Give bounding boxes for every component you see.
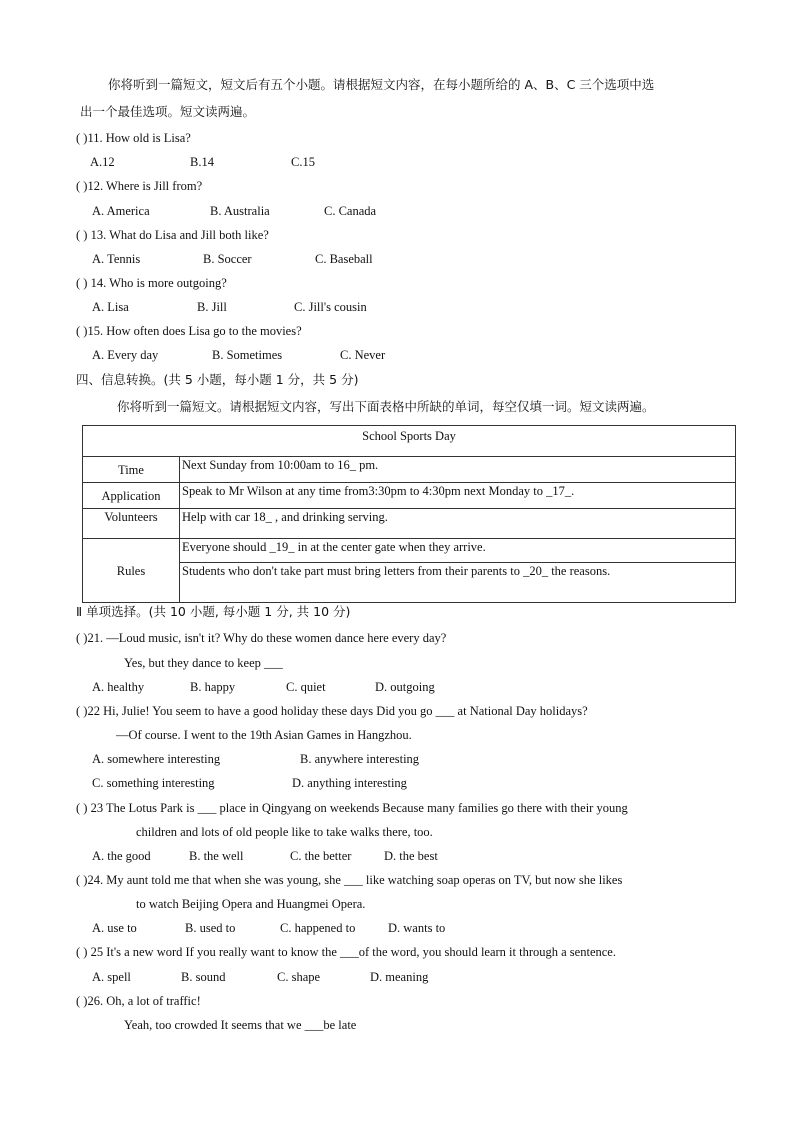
question-stem: ( )26. Oh, a lot of traffic! xyxy=(76,994,201,1008)
section-instruction: 你将听到一篇短文。请根据短文内容，写出下面表格中所缺的单词，每空仅填一词。短文读两遍。 xyxy=(117,399,655,414)
table-row-content: Next Sunday from 10:00am to 16_ pm. xyxy=(180,457,736,483)
table-row-content: Students who don't take part must bring letters from their parents to _20_ the reasons. xyxy=(180,563,736,603)
option-b: B. happy xyxy=(190,680,236,694)
question-stem: ( )15. How often does Lisa go to the movies? xyxy=(76,324,302,338)
table-title: School Sports Day xyxy=(83,426,736,457)
option-b: B. the well xyxy=(189,849,244,863)
question-continuation: Yeah, too crowded It seems that we ___be late xyxy=(124,1018,357,1032)
table-row-content: Everyone should _19_ in at the center gate when they arrive. xyxy=(180,539,736,563)
option-d: D. the best xyxy=(384,849,438,863)
option-c: C. something interesting xyxy=(92,776,215,790)
option-d: D. wants to xyxy=(388,921,446,935)
listening-intro-line2: 出一个最佳选项。短文读两遍。 xyxy=(80,104,256,119)
option-c: C. Canada xyxy=(324,204,377,218)
option-b: B. Jill xyxy=(197,300,227,314)
question-stem: ( ) 23 The Lotus Park is ___ place in Qingyang on weekends Because many families go there with their young xyxy=(76,801,628,815)
option-c: C.15 xyxy=(291,155,315,169)
question-stem: ( )12. Where is Jill from? xyxy=(76,179,203,193)
table-row-label: Application xyxy=(83,483,180,509)
option-c: C. shape xyxy=(277,970,321,984)
option-b: B. sound xyxy=(181,970,226,984)
option-b: B. Sometimes xyxy=(212,348,283,362)
option-a: A. spell xyxy=(92,970,131,984)
question-continuation: Yes, but they dance to keep ___ xyxy=(124,656,283,670)
option-b: B. Australia xyxy=(210,204,270,218)
question-continuation: —Of course. I went to the 19th Asian Games in Hangzhou. xyxy=(116,728,412,742)
option-c: C. quiet xyxy=(286,680,326,694)
table-row-label: Rules xyxy=(83,539,180,603)
info-table xyxy=(82,425,736,603)
option-a: A. use to xyxy=(92,921,137,935)
option-c: C. Baseball xyxy=(315,252,373,266)
table-row-content: Speak to Mr Wilson at any time from3:30pm to 4:30pm next Monday to _17_. xyxy=(180,483,736,509)
question-stem: ( )22 Hi, Julie! You seem to have a good holiday these days Did you go ___ at National Day holidays? xyxy=(76,704,588,718)
option-a: A. Every day xyxy=(92,348,159,362)
option-a: A. somewhere interesting xyxy=(92,752,221,766)
question-continuation: children and lots of old people like to take walks there, too. xyxy=(136,825,433,839)
option-c: C. Jill's cousin xyxy=(294,300,367,314)
option-b: B. anywhere interesting xyxy=(300,752,420,766)
option-c: C. Never xyxy=(340,348,386,362)
option-d: D. anything interesting xyxy=(292,776,407,790)
question-stem: ( ) 14. Who is more outgoing? xyxy=(76,276,227,290)
option-b: B.14 xyxy=(190,155,214,169)
option-a: A. healthy xyxy=(92,680,145,694)
question-stem: ( )21. —Loud music, isn't it? Why do these women dance here every day? xyxy=(76,631,447,645)
option-d: D. outgoing xyxy=(375,680,435,694)
option-c: C. the better xyxy=(290,849,352,863)
question-stem: ( )11. How old is Lisa? xyxy=(76,131,191,145)
option-a: A. America xyxy=(92,204,150,218)
section-heading: 四、信息转换。(共 5 小题，每小题 1 分，共 5 分) xyxy=(76,372,359,387)
section-heading: Ⅱ 单项选择。(共 10 小题, 每小题 1 分, 共 10 分) xyxy=(76,604,351,619)
question-stem: ( )24. My aunt told me that when she was young, she ___ like watching soap operas on TV, but now she likes xyxy=(76,873,623,887)
option-a: A. Lisa xyxy=(92,300,129,314)
option-a: A. Tennis xyxy=(92,252,141,266)
option-b: B. Soccer xyxy=(203,252,252,266)
table-row-label: Time xyxy=(83,457,180,483)
option-a: A.12 xyxy=(90,155,115,169)
table-row-content: Help with car 18_ , and drinking serving. xyxy=(180,509,736,539)
option-d: D. meaning xyxy=(370,970,429,984)
question-continuation: to watch Beijing Opera and Huangmei Opera. xyxy=(136,897,366,911)
question-stem: ( ) 25 It's a new word If you really want to know the ___of the word, you should learn it through a sentence. xyxy=(76,945,616,959)
option-a: A. the good xyxy=(92,849,151,863)
table-row-label: Volunteers xyxy=(83,509,180,539)
option-c: C. happened to xyxy=(280,921,356,935)
listening-intro-line1: 你将听到一篇短文，短文后有五个小题。请根据短文内容，在每小题所给的 A、B、C 三个选项中选 xyxy=(108,77,655,92)
question-stem: ( ) 13. What do Lisa and Jill both like? xyxy=(76,228,269,242)
option-b: B. used to xyxy=(185,921,236,935)
